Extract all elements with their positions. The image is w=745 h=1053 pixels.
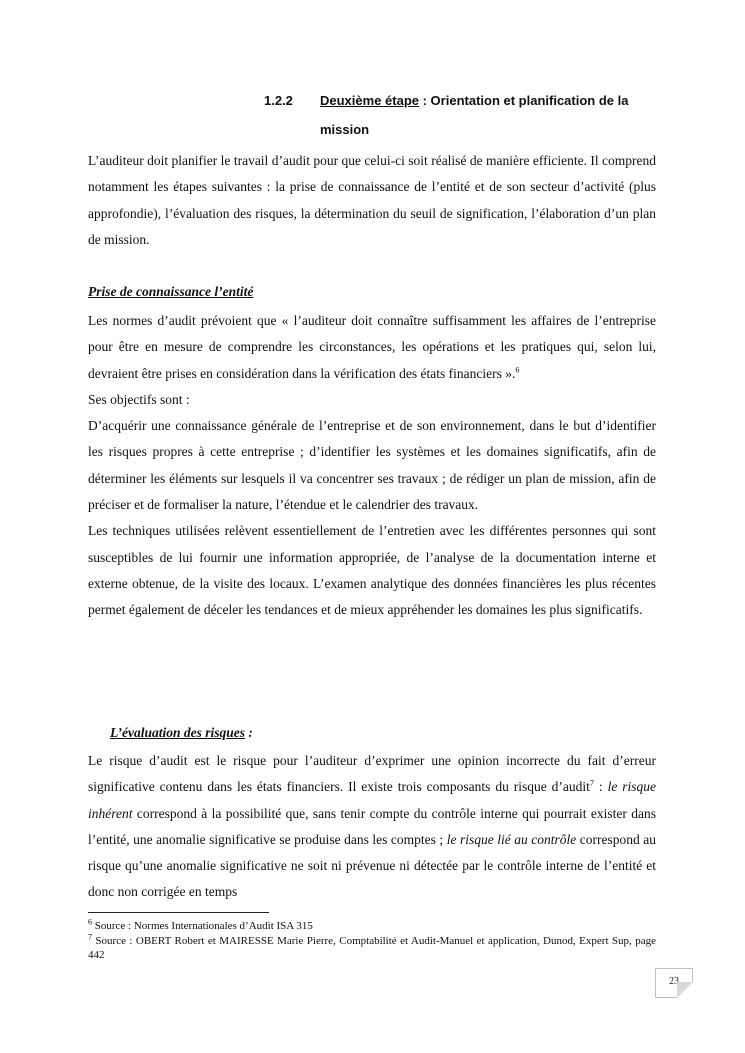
- section1-title-text: Prise de connaissance l’entité: [88, 284, 254, 299]
- page-number-box: [655, 968, 693, 998]
- intro-text: L’auditeur doit planifier le travail d’audit pour que celui-ci soit réalisé de manière efficiente. Il comprend notamment les étapes suivantes : la prise de connaissance de l’entité et de son secteur d’activité (plus approfondie), l’évaluation des risques, la détermination du seuil de signification, l’élaboration d’un plan de mission.: [88, 153, 656, 247]
- footnote-6: $^6$ Source : Normes Internationales d’Audit ISA 315: [88, 917, 313, 932]
- section1-p2: Ses objectifs sont :: [88, 391, 190, 407]
- footnote-ref-6: 6: [515, 365, 520, 375]
- footnotes: [88, 919, 656, 963]
- footnote-separator: [88, 912, 269, 913]
- section2-p1: Le risque d’audit est le risque pour l’auditeur d’exprimer une opinion incorrecte du fait d’erreur significative contenu dans les états financiers. Il existe trois composants du risque d’audit$^7$ : le risque inhérent correspond à la possibilité que, sans tenir compte du contrôle interne qui pourrait exister dans l’entité, une anomalie significative se produise dans les comptes ; le risque lié au contrôle correspond au risque qu’une anomalie significative ne soit ni prévenue ni détectée par le contrôle interne de l’entité et donc non corrigée en temps: [88, 753, 656, 900]
- heading-title: [320, 86, 656, 144]
- heading-title-rest: : Orientation et planification de la mission: [320, 93, 629, 137]
- heading-title-underlined: Deuxième étape: [320, 93, 419, 108]
- footnote-7: $^7$ Source : OBERT Robert et MAIRESSE Marie Pierre, Comptabilité et Audit-Manuel et application, Dunod, Expert Sup, page 442: [88, 931, 656, 961]
- page-fold-corner: [677, 982, 693, 998]
- heading-number: 1.2.2: [264, 93, 293, 108]
- page-number: 23: [669, 976, 679, 987]
- section1-p4: Les techniques utilisées relèvent essentiellement de l’entretien avec les différentes personnes qui sont susceptibles de lui fournir une information appropriée, de l’analyse de la documentation interne et externe obtenue, de la visite des locaux. L’examen analytique des données financières les plus récentes permet également de déceler les tendances et de mieux appréhender les domaines les plus significatifs.: [88, 523, 656, 618]
- section1-title: [88, 284, 253, 300]
- footnote-ref-7: 7: [589, 778, 594, 788]
- section2-title-text: L’évaluation des risques: [110, 725, 246, 740]
- section1-p3: D’acquérir une connaissance générale de l’entreprise et de son environnement, dans le but d’identifier les risques propres à cette entreprise ; d’identifier les systèmes et les domaines significatifs, afin de déterminer les éléments sur lesquels il va concentrer ses travaux ; de rédiger un plan de mission, afin de préciser et de formaliser la nature, l’étendue et le calendrier des travaux.: [88, 418, 656, 513]
- section1-body: [88, 308, 656, 624]
- section1-p1: Les normes d’audit prévoient que « l’auditeur doit connaître suffisamment les affaires de l’entreprise pour être en mesure de comprendre les circonstances, les opérations et les pratiques qui, selon lui, devraient être prises en considération dans la vérification des états financiers ».$^6$: [88, 313, 656, 381]
- section2-title: L’évaluation des risques :: [110, 725, 253, 740]
- intro-paragraph: [88, 148, 656, 253]
- section2-body: [88, 748, 656, 906]
